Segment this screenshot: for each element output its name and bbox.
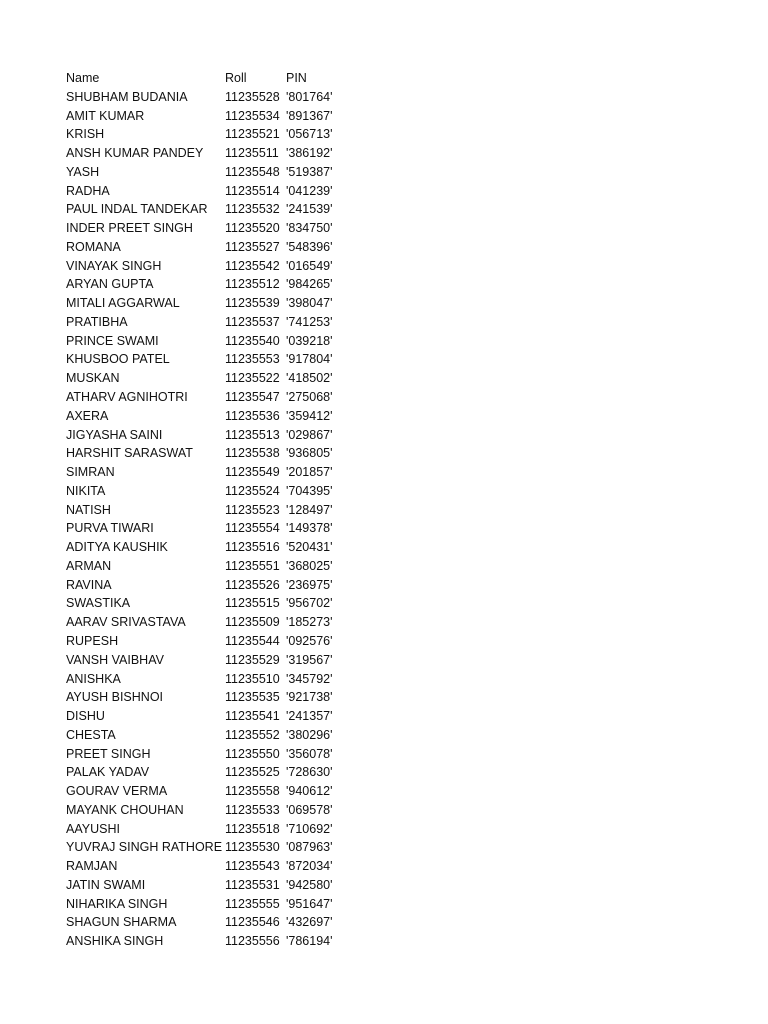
cell-pin: '984265': [286, 277, 333, 292]
table-row: [66, 182, 366, 201]
cell-roll: 11235526: [225, 577, 280, 592]
table-row: [66, 426, 366, 445]
cell-pin: '087963': [286, 840, 333, 855]
cell-pin: '201857': [286, 465, 333, 480]
cell-name: HARSHIT SARASWAT: [66, 446, 193, 461]
cell-name: INDER PREET SINGH: [66, 221, 193, 236]
cell-roll: 11235552: [225, 727, 280, 742]
cell-name: ROMANA: [66, 239, 121, 254]
cell-pin: '039218': [286, 333, 333, 348]
cell-roll: 11235558: [225, 784, 280, 799]
table-row: [66, 444, 366, 463]
cell-pin: '241539': [286, 202, 333, 217]
table-row: [66, 782, 366, 801]
table-row: [66, 688, 366, 707]
cell-name: NATISH: [66, 502, 111, 517]
cell-pin: '891367': [286, 108, 333, 123]
cell-roll: 11235514: [225, 183, 280, 198]
table-row: [66, 594, 366, 613]
table-row: [66, 200, 366, 219]
table-row: [66, 670, 366, 689]
cell-name: JATIN SWAMI: [66, 877, 146, 892]
cell-pin: '029867': [286, 427, 333, 442]
cell-pin: '936805': [286, 446, 333, 461]
cell-name: KRISH: [66, 127, 105, 142]
cell-name: VINAYAK SINGH: [66, 258, 162, 273]
cell-roll: 11235521: [225, 127, 280, 142]
cell-name: AXERA: [66, 408, 109, 423]
cell-name: KHUSBOO PATEL: [66, 352, 170, 367]
cell-roll: 11235546: [225, 915, 280, 930]
cell-roll: 11235531: [225, 877, 280, 892]
cell-roll: 11235510: [225, 671, 280, 686]
table-row: [66, 613, 366, 632]
cell-pin: '519387': [286, 164, 333, 179]
cell-roll: 11235542: [225, 258, 280, 273]
cell-roll: 11235518: [225, 821, 280, 836]
cell-pin: '241357': [286, 709, 333, 724]
cell-name: SHUBHAM BUDANIA: [66, 89, 188, 104]
cell-name: NIHARIKA SINGH: [66, 896, 168, 911]
cell-name: AMIT KUMAR: [66, 108, 145, 123]
cell-roll: 11235533: [225, 802, 280, 817]
cell-roll: 11235530: [225, 840, 280, 855]
cell-name: ATHARV AGNIHOTRI: [66, 390, 188, 405]
cell-pin: '801764': [286, 89, 333, 104]
table-row: [66, 501, 366, 520]
cell-pin: '345792': [286, 671, 333, 686]
cell-pin: '398047': [286, 296, 333, 311]
cell-pin: '368025': [286, 558, 333, 573]
table-row: [66, 557, 366, 576]
cell-pin: '942580': [286, 877, 333, 892]
cell-name: PRINCE SWAMI: [66, 333, 159, 348]
table-row: [66, 88, 366, 107]
cell-roll: 11235539: [225, 296, 280, 311]
cell-name: PALAK YADAV: [66, 765, 150, 780]
cell-pin: '092576': [286, 633, 333, 648]
cell-name: RADHA: [66, 183, 110, 198]
table-row: [66, 519, 366, 538]
cell-pin: '917804': [286, 352, 333, 367]
cell-name: CHESTA: [66, 727, 116, 742]
cell-name: VANSH VAIBHAV: [66, 652, 164, 667]
cell-pin: '149378': [286, 521, 333, 536]
cell-name: SIMRAN: [66, 465, 115, 480]
cell-roll: 11235536: [225, 408, 280, 423]
table-row: [66, 801, 366, 820]
cell-name: NIKITA: [66, 483, 106, 498]
cell-name: MITALI AGGARWAL: [66, 296, 180, 311]
cell-name: ADITYA KAUSHIK: [66, 540, 168, 555]
cell-pin: '359412': [286, 408, 333, 423]
table-row: [66, 820, 366, 839]
cell-pin: '548396': [286, 239, 333, 254]
table-row: [66, 144, 366, 163]
table-row: [66, 294, 366, 313]
table-row: [66, 857, 366, 876]
cell-roll: 11235554: [225, 521, 280, 536]
cell-roll: 11235555: [225, 896, 280, 911]
cell-pin: '016549': [286, 258, 333, 273]
table-row: [66, 163, 366, 182]
cell-roll: 11235515: [225, 596, 280, 611]
cell-pin: '069578': [286, 802, 333, 817]
cell-roll: 11235527: [225, 239, 280, 254]
cell-name: YASH: [66, 164, 100, 179]
cell-name: SHAGUN SHARMA: [66, 915, 177, 930]
cell-name: AYUSH BISHNOI: [66, 690, 164, 705]
table-row: [66, 275, 366, 294]
cell-name: MAYANK CHOUHAN: [66, 802, 184, 817]
table-row: [66, 238, 366, 257]
cell-pin: '921738': [286, 690, 333, 705]
cell-pin: '520431': [286, 540, 333, 555]
cell-pin: '741253': [286, 314, 333, 329]
cell-roll: 11235524: [225, 483, 280, 498]
cell-name: RAVINA: [66, 577, 112, 592]
cell-pin: '356078': [286, 746, 333, 761]
cell-roll: 11235548: [225, 164, 280, 179]
cell-name: YUVRAJ SINGH RATHORE: [66, 840, 223, 855]
table-row: [66, 763, 366, 782]
table-row: [66, 350, 366, 369]
cell-name: AARAV SRIVASTAVA: [66, 615, 186, 630]
table-row: [66, 745, 366, 764]
table-row: [66, 407, 366, 426]
table-row: [66, 257, 366, 276]
cell-roll: 11235520: [225, 221, 280, 236]
cell-roll: 11235522: [225, 371, 280, 386]
table-row: [66, 651, 366, 670]
column-header-name: Name: [66, 71, 100, 85]
cell-name: DISHU: [66, 709, 105, 724]
cell-name: PRATIBHA: [66, 314, 128, 329]
cell-roll: 11235509: [225, 615, 280, 630]
cell-name: JIGYASHA SAINI: [66, 427, 163, 442]
cell-pin: '704395': [286, 483, 333, 498]
cell-pin: '951647': [286, 896, 333, 911]
table-row: [66, 913, 366, 932]
cell-roll: 11235553: [225, 352, 280, 367]
cell-roll: 11235525: [225, 765, 280, 780]
cell-pin: '418502': [286, 371, 333, 386]
column-header-pin: PIN: [286, 71, 307, 85]
cell-roll: 11235532: [225, 202, 280, 217]
cell-roll: 11235528: [225, 89, 280, 104]
table-row: [66, 482, 366, 501]
table-row: [66, 332, 366, 351]
cell-roll: 11235551: [225, 558, 280, 573]
cell-pin: '386192': [286, 146, 333, 161]
cell-roll: 11235544: [225, 633, 280, 648]
table-row: [66, 125, 366, 144]
table-body: [66, 88, 366, 951]
cell-name: RUPESH: [66, 633, 119, 648]
table-row: [66, 219, 366, 238]
cell-name: PAUL INDAL TANDEKAR: [66, 202, 208, 217]
table-row: [66, 538, 366, 557]
cell-roll: 11235523: [225, 502, 280, 517]
cell-pin: '275068': [286, 390, 333, 405]
table-row: [66, 932, 366, 951]
cell-name: GOURAV VERMA: [66, 784, 168, 799]
cell-name: MUSKAN: [66, 371, 120, 386]
cell-pin: '236975': [286, 577, 333, 592]
cell-roll: 11235535: [225, 690, 280, 705]
cell-pin: '872034': [286, 859, 333, 874]
cell-pin: '319567': [286, 652, 333, 667]
table-row: [66, 313, 366, 332]
table-row: [66, 707, 366, 726]
cell-roll: 11235550: [225, 746, 280, 761]
cell-roll: 11235516: [225, 540, 280, 555]
cell-name: PREET SINGH: [66, 746, 151, 761]
cell-roll: 11235513: [225, 427, 280, 442]
cell-name: SWASTIKA: [66, 596, 131, 611]
cell-roll: 11235529: [225, 652, 280, 667]
table-row: [66, 632, 366, 651]
cell-pin: '380296': [286, 727, 333, 742]
table-row: [66, 576, 366, 595]
cell-roll: 11235547: [225, 390, 280, 405]
cell-name: ANSHIKA SINGH: [66, 934, 164, 949]
cell-name: AAYUSHI: [66, 821, 120, 836]
cell-pin: '041239': [286, 183, 333, 198]
column-header-roll: Roll: [225, 71, 247, 85]
cell-roll: 11235556: [225, 934, 280, 949]
cell-roll: 11235512: [225, 277, 280, 292]
cell-roll: 11235511: [225, 146, 279, 161]
cell-pin: '056713': [286, 127, 333, 142]
cell-name: ARMAN: [66, 558, 112, 573]
table-row: [66, 895, 366, 914]
cell-pin: '786194': [286, 934, 333, 949]
table-header-row: [66, 69, 366, 88]
cell-pin: '834750': [286, 221, 333, 236]
cell-pin: '432697': [286, 915, 333, 930]
cell-pin: '128497': [286, 502, 333, 517]
cell-roll: 11235538: [225, 446, 280, 461]
cell-name: ARYAN GUPTA: [66, 277, 154, 292]
cell-roll: 11235537: [225, 314, 280, 329]
cell-roll: 11235540: [225, 333, 280, 348]
cell-roll: 11235543: [225, 859, 280, 874]
cell-pin: '940612': [286, 784, 333, 799]
table-row: [66, 876, 366, 895]
cell-pin: '728630': [286, 765, 333, 780]
cell-pin: '710692': [286, 821, 333, 836]
table-row: [66, 388, 366, 407]
table-row: [66, 838, 366, 857]
cell-name: ANSH KUMAR PANDEY: [66, 146, 204, 161]
cell-name: PURVA TIWARI: [66, 521, 154, 536]
table-row: [66, 107, 366, 126]
table-row: [66, 463, 366, 482]
cell-roll: 11235549: [225, 465, 280, 480]
cell-name: ANISHKA: [66, 671, 121, 686]
cell-roll: 11235534: [225, 108, 280, 123]
table-row: [66, 369, 366, 388]
cell-pin: '185273': [286, 615, 333, 630]
table-row: [66, 726, 366, 745]
cell-roll: 11235541: [225, 709, 280, 724]
student-table: [66, 69, 366, 951]
cell-name: RAMJAN: [66, 859, 118, 874]
cell-pin: '956702': [286, 596, 333, 611]
